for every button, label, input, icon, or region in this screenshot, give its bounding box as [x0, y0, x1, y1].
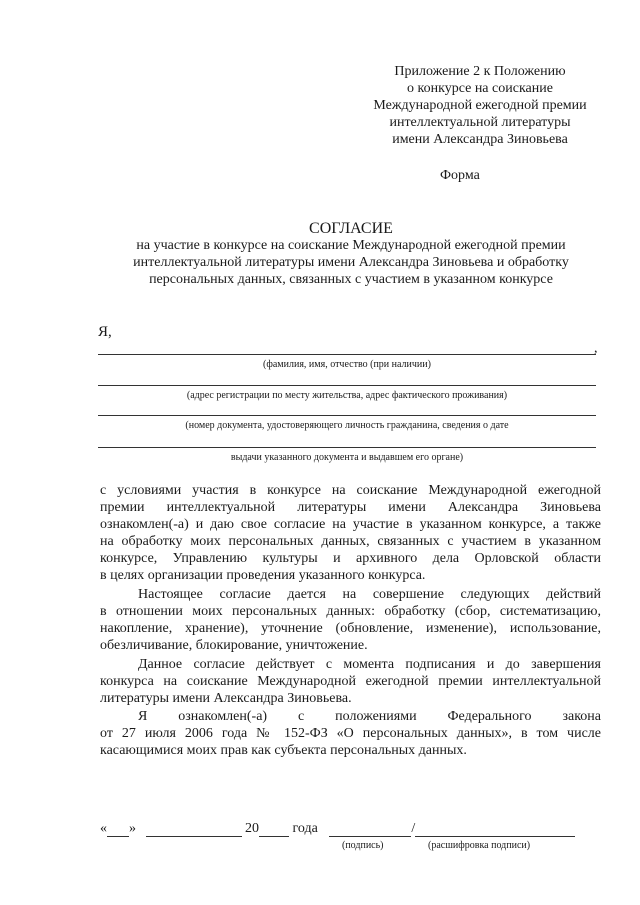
text-line: обезличивание, блокирование, уничтожение. [100, 638, 368, 653]
document-issue-line[interactable] [98, 447, 596, 448]
year-field[interactable] [259, 822, 289, 837]
paragraph-conditions [100, 482, 601, 584]
day-field[interactable] [107, 822, 129, 837]
subtitle-line: на участие в конкурсе на соискание Международной ежегодной премии [136, 238, 566, 253]
paragraph-validity [100, 656, 601, 707]
subtitle-line: интеллектуальной литературы имени Александра Зиновьева и обработку [133, 255, 569, 270]
slash-mark: / [411, 821, 416, 836]
text-line: Настоящее согласие дается на совершение следующих действий [138, 587, 601, 602]
text-line: премии интеллектуальной литературы имени Александра Зиновьева [100, 500, 601, 515]
document-number-caption: (номер документа, удостоверяющего личность гражданина, сведения о дате [185, 420, 509, 431]
full-name-caption: (фамилия, имя, отчество (при наличии) [263, 359, 431, 370]
form-label: Форма [440, 168, 480, 183]
text-line: конкурсе, Управлению культуры и архивного дела Орловской области [100, 551, 601, 566]
subtitle-line: персональных данных, связанных с участием в указанном конкурсе [149, 272, 553, 287]
full-name-line[interactable] [98, 354, 596, 355]
comma-mark: , [594, 341, 598, 356]
annex-line: интеллектуальной литературы [389, 115, 571, 130]
text-line: конкурса на соискание Международной ежегодной премии интеллектуальной [100, 674, 601, 689]
annex-line: о конкурсе на соискание [407, 81, 553, 96]
annex-line: имени Александра Зиновьева [392, 132, 568, 147]
annex-line: Приложение 2 к Положению [394, 64, 566, 79]
quote-close: » [129, 821, 136, 836]
signature-caption: (подпись) [342, 840, 384, 851]
document-issue-caption: выдачи указанного документа и выдавшем его органе) [230, 452, 464, 463]
paragraph-actions [100, 586, 601, 654]
text-line: с условиями участия в конкурсе на соискание Международной ежегодной [100, 483, 601, 498]
text-line: ознакомлен(-а) и даю свое согласие на участие в указанном конкурсе, а также [100, 517, 601, 532]
month-field[interactable] [146, 822, 242, 837]
text-line: Данное согласие действует с момента подписания и до завершения [138, 657, 601, 672]
document-number-line[interactable] [98, 415, 596, 416]
address-caption: (адрес регистрации по месту жительства, адрес фактического проживания) [186, 390, 508, 401]
annex-block [360, 63, 600, 148]
quote-open: « [100, 821, 107, 836]
text-line: касающимися моих прав как субъекта персональных данных. [100, 743, 467, 758]
text-line: от 27 июля 2006 года № 152-ФЗ «О персональных данных», в том числе [100, 726, 601, 741]
text-line: литературы имени Александра Зиновьева. [100, 691, 352, 706]
text-line: накопление, хранение), уточнение (обновление, изменение), использование, [100, 621, 601, 636]
century-label: 20 [245, 821, 259, 836]
paragraph-law [100, 708, 601, 759]
decoding-caption: (расшифровка подписи) [428, 840, 531, 851]
document-subtitle [100, 237, 602, 288]
address-line[interactable] [98, 385, 596, 386]
ya-label: Я, [98, 324, 112, 340]
text-line: в целях организации проведения указанного конкурса. [100, 568, 426, 583]
text-line: в отношении моих персональных данных: обработку (сбор, систематизацию, [100, 604, 601, 619]
annex-line: Международной ежегодной премии [373, 98, 587, 113]
text-line: Я ознакомлен(-а) с положениями Федерального закона [138, 709, 601, 724]
year-word: года [292, 821, 318, 836]
signature-field[interactable] [329, 822, 411, 837]
document-title: СОГЛАСИЕ [309, 220, 393, 237]
signature-row [100, 821, 600, 837]
text-line: на обработку моих персональных данных, связанных с участием в указанном [100, 534, 601, 549]
decoding-field[interactable] [415, 822, 575, 837]
